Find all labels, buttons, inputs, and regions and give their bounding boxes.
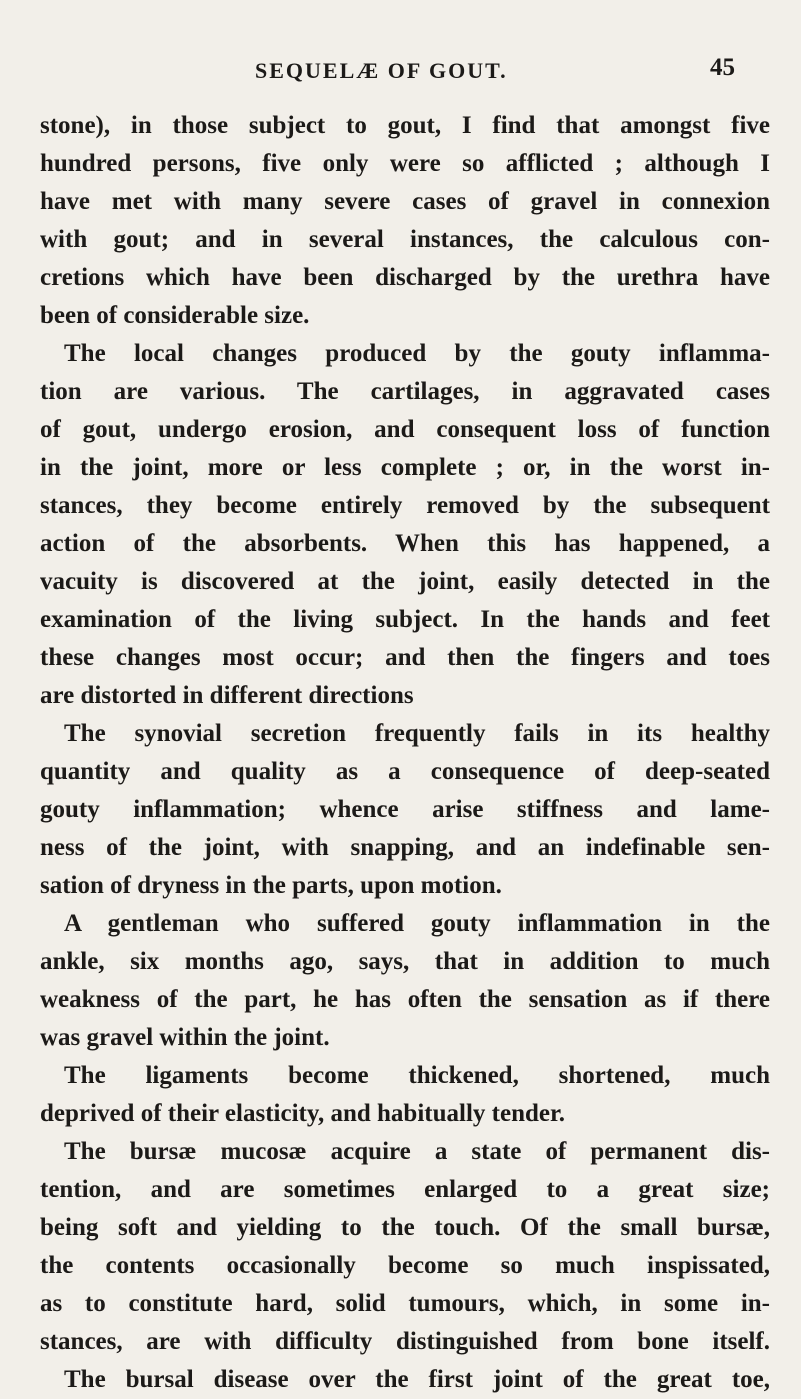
text-line: vacuity is discovered at the joint, easily detected in the <box>40 568 770 595</box>
text-line: have met with many severe cases of gravel in connexion <box>40 188 770 215</box>
text-line: The bursal disease over the first joint of the great toe, <box>64 1366 770 1393</box>
text-line: ness of the joint, with snapping, and an indefinable sen- <box>40 834 770 861</box>
text-line: action of the absorbents. When this has happened, a <box>40 530 770 557</box>
text-line: quantity and quality as a consequence of deep-seated <box>40 758 770 785</box>
text-line: The bursæ mucosæ acquire a state of permanent dis- <box>64 1138 770 1165</box>
text-line: of gout, undergo erosion, and consequent loss of function <box>40 416 770 443</box>
text-line: in the joint, more or less complete ; or, in the worst in- <box>40 454 770 481</box>
text-line: with gout; and in several instances, the calculous con- <box>40 226 770 253</box>
text-line: The local changes produced by the gouty inflamma- <box>64 340 770 367</box>
text-line: being soft and yielding to the touch. Of the small bursæ, <box>40 1214 770 1241</box>
text-line: are distorted in different directions <box>40 682 414 709</box>
text-line: hundred persons, five only were so afflicted ; although I <box>40 150 770 177</box>
page-header <box>0 54 801 88</box>
text-line: the contents occasionally become so much inspissated, <box>40 1252 770 1279</box>
text-line: was gravel within the joint. <box>40 1024 330 1051</box>
text-line: stances, they become entirely removed by the subsequent <box>40 492 770 519</box>
running-head: SEQUELÆ OF GOUT. <box>255 58 508 83</box>
text-line: been of considerable size. <box>40 302 310 329</box>
text-line: stances, are with difficulty distinguished from bone itself. <box>40 1328 770 1355</box>
text-line: The synovial secretion frequently fails in its healthy <box>64 720 770 747</box>
text-line: gouty inflammation; whence arise stiffness and lame- <box>40 796 770 823</box>
text-line: A gentleman who suffered gouty inflammation in the <box>64 910 770 937</box>
text-line: tention, and are sometimes enlarged to a great size; <box>40 1176 770 1203</box>
text-line: sation of dryness in the parts, upon motion. <box>40 872 502 899</box>
text-line: ankle, six months ago, says, that in addition to much <box>40 948 770 975</box>
text-line: tion are various. The cartilages, in aggravated cases <box>40 378 770 405</box>
text-line: stone), in those subject to gout, I find that amongst five <box>40 112 770 139</box>
text-line: these changes most occur; and then the fingers and toes <box>40 644 770 671</box>
text-line: examination of the living subject. In the hands and feet <box>40 606 770 633</box>
text-line: The ligaments become thickened, shortened, much <box>64 1062 770 1089</box>
body-text <box>40 107 770 1399</box>
text-line: deprived of their elasticity, and habitually tender. <box>40 1100 566 1127</box>
text-line: as to constitute hard, solid tumours, which, in some in- <box>40 1290 770 1317</box>
text-line: cretions which have been discharged by the urethra have <box>40 264 770 291</box>
text-line: weakness of the part, he has often the sensation as if there <box>40 986 770 1013</box>
page-number: 45 <box>710 54 735 81</box>
